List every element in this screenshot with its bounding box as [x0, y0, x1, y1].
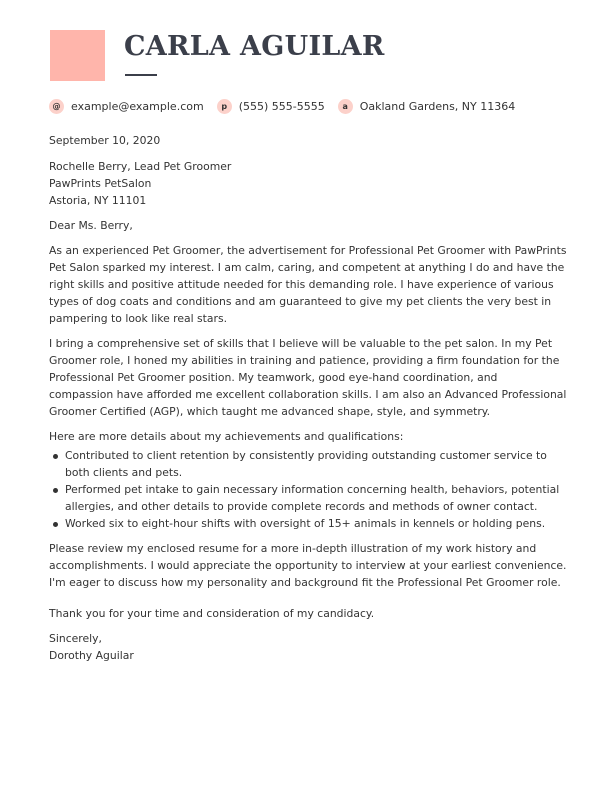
header-accent-square [50, 30, 105, 81]
text-line: Pet Salon sparked my interest. I am calm, caring, and competent at anything I do and have the [49, 261, 565, 274]
signoff-block [49, 630, 569, 664]
phone-text: (555) 555-5555 [238, 100, 325, 113]
contact-bar [49, 99, 528, 114]
contact-phone [217, 99, 325, 114]
email-text: example@example.com [71, 100, 204, 113]
name-underline [125, 74, 157, 76]
text-line: Groomer role, I honed my abilities in training and patience, providing a firm foundation for the [49, 354, 560, 367]
text-line: Contributed to client retention by consistently providing outstanding customer service to [65, 449, 547, 462]
text-line: right skills and positive attitude needed for this demanding role. I have experience of various [49, 278, 554, 291]
text-line: Groomer Certified (AGP), which taught me advanced shape, style, and symmetry. [49, 405, 491, 418]
email-icon: @ [49, 99, 64, 114]
text-line: both clients and pets. [65, 466, 183, 479]
thank-you-line: Thank you for your time and consideration of my candidacy. [49, 607, 375, 620]
address-text: Oakland Gardens, NY 11364 [359, 100, 516, 113]
paragraph-intro [49, 242, 569, 327]
text-line: pampering to look like real stars. [49, 312, 228, 325]
text-line: As an experienced Pet Groomer, the advertisement for Professional Pet Groomer with PawPrints [49, 244, 567, 257]
text-line: I bring a comprehensive set of skills that I believe will be valuable to the pet salon. In my Pet [49, 337, 553, 350]
text-line: accomplishments. I would appreciate the opportunity to interview at your earliest convenience. [49, 559, 567, 572]
list-item [49, 515, 569, 532]
text-line: Performed pet intake to gain necessary information concerning health, behaviors, potential [65, 483, 560, 496]
text-line: I'm eager to discuss how my personality and background fit the Professional Pet Groomer role. [49, 576, 561, 589]
list-item [49, 481, 569, 515]
text-line: Please review my enclosed resume for a more in-depth illustration of my work history and [49, 542, 537, 555]
signature-name: Dorothy Aguilar [49, 649, 134, 662]
recipient-block [49, 158, 569, 209]
achievements-list [49, 447, 569, 532]
paragraph-closing [49, 540, 569, 591]
recipient-line: PawPrints PetSalon [49, 177, 152, 190]
letter-date: September 10, 2020 [49, 134, 161, 147]
text-line: Professional Pet Groomer position. My teamwork, good eye-hand coordination, and [49, 371, 498, 384]
text-line: types of dog coats and conditions and am guaranteed to give my pet clients the very best in [49, 295, 552, 308]
text-line: allergies, and other details to provide complete records and methods of owner contact. [65, 500, 538, 513]
letter-body [49, 132, 569, 672]
recipient-line: Rochelle Berry, Lead Pet Groomer [49, 160, 232, 173]
paragraph-skills [49, 335, 569, 420]
list-item [49, 447, 569, 481]
address-icon: a [338, 99, 353, 114]
phone-icon: p [217, 99, 232, 114]
contact-address [338, 99, 516, 114]
text-line: compassion have afforded me excellent collaboration skills. I am also an Advanced Professional [49, 388, 567, 401]
signoff: Sincerely, [49, 632, 102, 645]
contact-email [49, 99, 204, 114]
salutation: Dear Ms. Berry, [49, 219, 133, 232]
applicant-name: CARLA AGUILAR [124, 31, 385, 62]
bullets-intro: Here are more details about my achievements and qualifications: [49, 430, 404, 443]
recipient-line: Astoria, NY 11101 [49, 194, 147, 207]
text-line: Worked six to eight-hour shifts with oversight of 15+ animals in kennels or holding pens. [65, 517, 546, 530]
